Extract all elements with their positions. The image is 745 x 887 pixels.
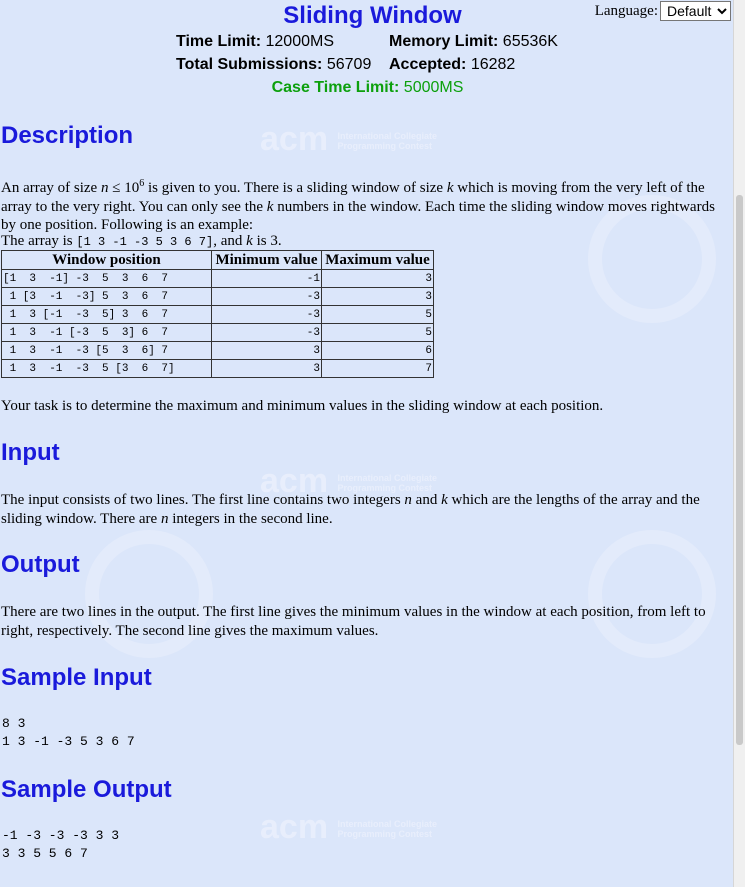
problem-title: Sliding Window <box>283 2 462 29</box>
table-row <box>2 270 434 288</box>
scrollbar-thumb[interactable] <box>736 195 743 745</box>
min-cell: 3 <box>212 360 322 378</box>
window-cell: 1 3 [-1 -3 5] 3 6 7 <box>2 306 212 324</box>
watermark-acm: acm International Collegiate Programming Contest <box>260 120 438 158</box>
table-header-row <box>2 251 434 270</box>
output-text: There are two lines in the output. The first line gives the minimum values in the window at each position, from left to right, respectively. The second line gives the maximum values. <box>1 604 706 639</box>
window-cell: 1 [3 -1 -3] 5 3 6 7 <box>2 288 212 306</box>
sliding-window-table <box>1 250 434 378</box>
min-cell: 3 <box>212 342 322 360</box>
description-text: An array of size $n \le 10^6$ is given to you. There is a sliding window of size k which is moving from the very left of the array to the very right. You can only see the k numbers in the window. Each time the sliding window moves rightwards by one position. Following is an example: <box>1 178 715 233</box>
column-header: Minimum value <box>212 251 322 270</box>
window-cell: [1 3 -1] -3 5 3 6 7 <box>2 270 212 288</box>
problem-limits <box>0 30 745 99</box>
table-row <box>2 342 434 360</box>
min-cell: -3 <box>212 324 322 342</box>
watermark-acm: acm International Collegiate Programming Contest <box>260 462 438 500</box>
window-cell: 1 3 -1 -3 5 [3 6 7] <box>2 360 212 378</box>
memory-limit: Memory Limit: 65536K <box>389 33 558 50</box>
max-cell: 6 <box>322 342 434 360</box>
sample-output-heading: Sample Output <box>1 776 172 803</box>
sample-input-content: 8 3 1 3 -1 -3 5 3 6 7 <box>2 716 135 749</box>
time-limit: Time Limit: 12000MS <box>176 33 334 50</box>
language-select[interactable] <box>660 1 731 21</box>
table-row <box>2 306 434 324</box>
task-text: Your task is to determine the maximum and minimum values in the sliding window at each position. <box>1 398 604 414</box>
table-row <box>2 360 434 378</box>
problem-header <box>0 0 745 99</box>
array-example: The array is [1 3 -1 -3 5 3 6 7], and k is 3. <box>1 233 282 249</box>
max-cell: 3 <box>322 270 434 288</box>
input-heading: Input <box>1 439 60 466</box>
max-cell: 7 <box>322 360 434 378</box>
max-cell: 3 <box>322 288 434 306</box>
max-cell: 5 <box>322 306 434 324</box>
min-cell: -1 <box>212 270 322 288</box>
accepted-count: Accepted: 16282 <box>389 56 516 73</box>
total-submissions: Total Submissions: 56709 <box>176 56 372 73</box>
language-selector <box>595 1 731 21</box>
input-text: The input consists of two lines. The first line contains two integers n and k which are the lengths of the array and the sliding window. There are n integers in the second line. <box>1 492 700 527</box>
sample-output-content: -1 -3 -3 -3 3 3 3 3 5 5 6 7 <box>2 828 120 861</box>
language-label: Language: <box>594 2 658 19</box>
output-heading: Output <box>1 551 80 578</box>
case-time-limit: Case Time Limit: 5000MS <box>271 79 464 96</box>
min-cell: -3 <box>212 306 322 324</box>
table-row <box>2 324 434 342</box>
vertical-scrollbar[interactable] <box>733 0 745 887</box>
watermark-acm: acm International Collegiate Programming Contest <box>260 808 438 846</box>
description-heading: Description <box>1 122 134 149</box>
table-row <box>2 288 434 306</box>
column-header: Window position <box>2 251 212 270</box>
max-cell: 5 <box>322 324 434 342</box>
window-cell: 1 3 -1 [-3 5 3] 6 7 <box>2 324 212 342</box>
column-header: Maximum value <box>322 251 434 270</box>
min-cell: -3 <box>212 288 322 306</box>
window-cell: 1 3 -1 -3 [5 3 6] 7 <box>2 342 212 360</box>
sample-input-heading: Sample Input <box>1 664 152 691</box>
